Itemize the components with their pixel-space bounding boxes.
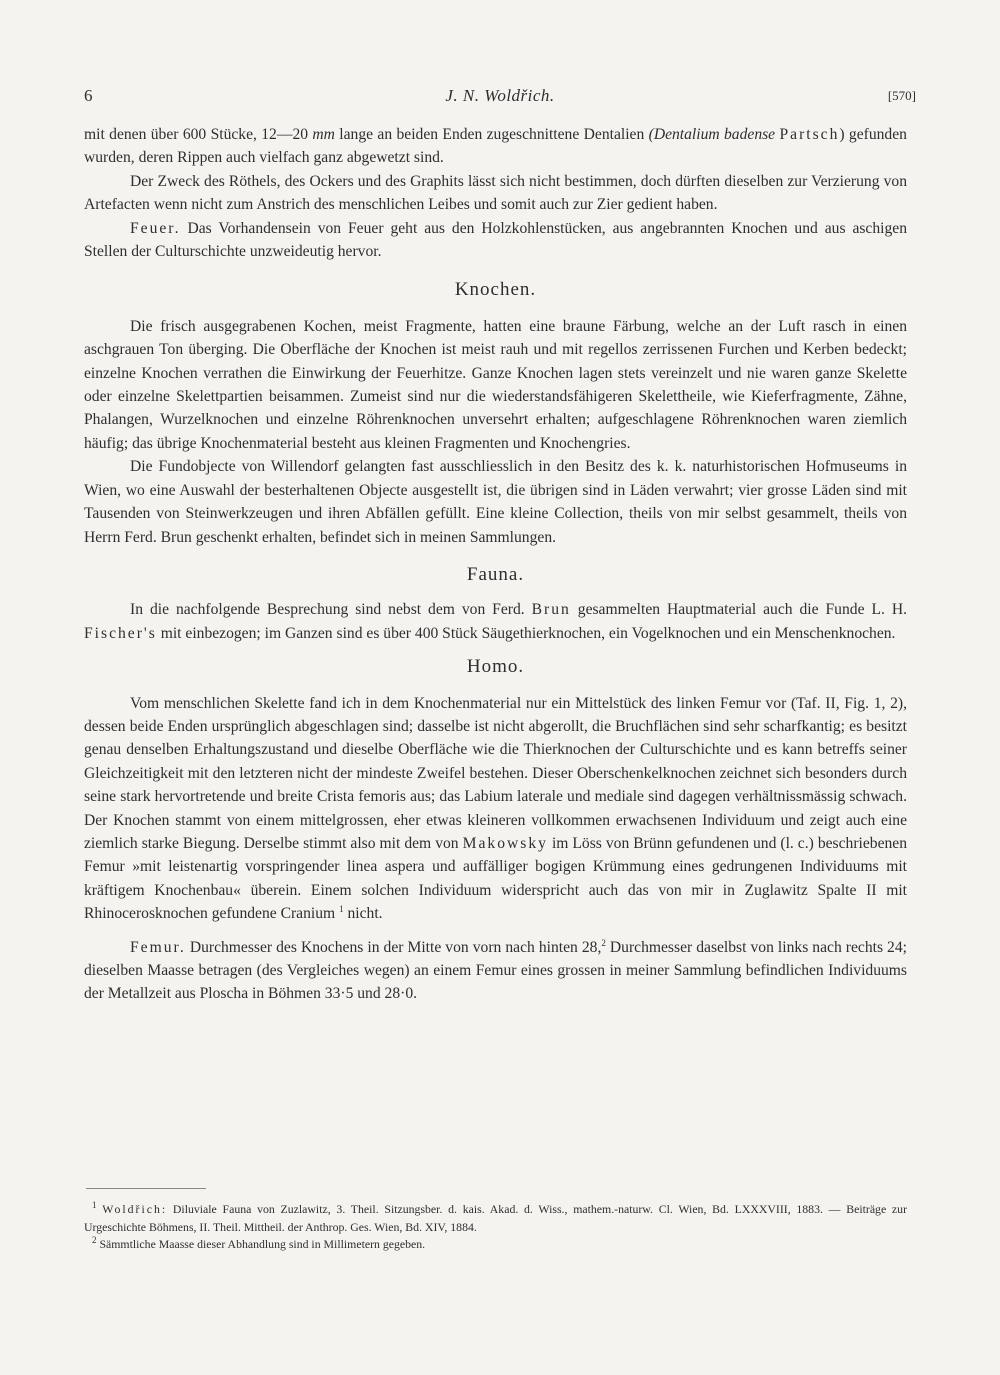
- footnote-mark: 2: [92, 1235, 97, 1246]
- text-run: Durchmesser des Knochens in der Mitte von vorn nach hinten 28,: [189, 938, 602, 956]
- footnotes: [84, 1201, 907, 1254]
- footnote-text: Diluviale Fauna von Zuzlawitz, 3. Theil. Sitzungsber. d. kais. Akad. d. Wiss., mathem.-naturw. Cl. Wien, Bd. LXXXVIII, 1883. — Beiträge zur Urgeschichte Böhmens, II. Theil. Mittheil. der Anthrop. Ges. Wien, Bd. XIV, 1884.: [84, 1202, 907, 1234]
- footnote-2: [84, 1236, 907, 1254]
- text-run: ) gefunden wurden, deren Rippen auch vielfach ganz abgewetzt sind.: [84, 126, 907, 167]
- text-run: In die nachfolgende Besprechung sind nebst dem von Ferd.: [130, 601, 525, 619]
- footnote-1: [84, 1201, 907, 1236]
- page-number: 6: [84, 86, 93, 105]
- running-title: J. N. Woldřich.: [445, 86, 555, 105]
- footnote-mark: 1: [92, 1200, 97, 1211]
- paragraph-fundobjecte: Die Fundobjecte von Willendorf gelangten fast ausschliesslich in den Besitz des k. k. naturhistorischen Hofmuseums in Wien, wo eine Auswahl der besterhaltenen Objecte ausgestellt ist, die übrigen sind in Läden verwahrt; vier grosse Läden sind mit Tausenden von Steinwerkzeugen und ihren Abfällen gefüllt. Eine kleine Collection, theils von mir selbst gesammelt, theils von Herrn Ferd. Brun geschenkt erhalten, befindet sich in meinen Sammlungen.: [84, 458, 907, 546]
- text-run: mit einbezogen; im Ganzen sind es über 400 Stück Säugethierknochen, ein Vogelknochen und ein Menschenknochen.: [160, 624, 896, 642]
- running-header: [84, 86, 916, 108]
- main-text: [84, 123, 907, 1006]
- paragraph-feuer: [84, 217, 907, 264]
- text-run: lange an beiden Enden zugeschnittene Dentalien: [339, 126, 645, 143]
- person-name: Woldřich:: [102, 1202, 168, 1216]
- section-heading-fauna: Fauna.: [466, 563, 525, 585]
- section-heading-knochen: Knochen.: [454, 279, 537, 301]
- unit-mm: mm: [312, 126, 335, 143]
- person-name: Makowsky: [462, 834, 548, 852]
- paragraph-roethel: Der Zweck des Röthels, des Ockers und des Graphits lässt sich nicht bestimmen, doch dürften dieselben zur Verzierung von Artefacten wenn nicht zum Anstrich des menschlichen Leibes und somit auch zur Zier gedient haben.: [84, 172, 907, 214]
- paragraph-dentalien: [84, 123, 907, 170]
- taxon-name: (Dentalium badense: [648, 126, 776, 143]
- text-run: Durchmesser daselbst von links nach rechts 24; dieselben Maasse betragen (des Vergleiches wegen) an einem Femur eines grossen in meiner Sammlung befindlichen Individuums der Metallzeit aus Ploscha in Böhmen 33·5 und 28·0.: [84, 938, 907, 1003]
- author-name: Partsch: [779, 126, 840, 143]
- paragraph-femur: [84, 936, 907, 1006]
- run-in-heading-feuer: Feuer.: [130, 219, 181, 237]
- footnote-divider: [86, 1188, 206, 1189]
- text-run: nicht.: [347, 905, 383, 923]
- page-reference: [570]: [887, 88, 916, 103]
- paragraph-fauna: [84, 598, 907, 645]
- text-run: gesammelten Hauptmaterial auch die Funde L. H.: [577, 601, 907, 619]
- footnote-ref: 1: [339, 904, 344, 914]
- paragraph-knochen: Die frisch ausgegrabenen Kochen, meist Fragmente, hatten eine braune Färbung, welche an der Luft rasch in einen aschgrauen Ton überging. Die Oberfläche der Knochen ist meist rauh und mit regellos zerrissenen Furchen und Kerben bedeckt; einzelne Knochen verrathen die Einwirkung der Feuerhitze. Ganze Knochen lagen stets vereinzelt und nie waren ganze Skelette oder einzelne Skelettpartien beisammen. Zumeist sind nur die wiederstandsfähigeren Skelettheile, wie Kieferfragmente, Zähne, Phalangen, Wurzelknochen und einzelne Röhrenknochen unversehrt erhalten; aufgeschlagene Röhrenknochen waren ziemlich häufig; das übrige Knochenmaterial besteht aus kleinen Fragmenten und Knochengries.: [84, 317, 907, 452]
- person-name: Brun: [531, 601, 571, 619]
- text-run: Vom menschlichen Skelette fand ich in dem Knochenmaterial nur ein Mittelstück des linken Femur vor (Taf. II, Fig. 1, 2), dessen beide Enden ursprünglich abgeschlagen sind; dasselbe ist nicht abgerollt, die Bruchflächen sind sehr scharfkantig; es besitzt genau denselben Erhaltungszustand und dieselbe Oberfläche wie die Thierknochen der Culturschichte und es kann betreffs seiner Gleichzeitigkeit mit den letzteren nicht der mindeste Zweifel bestehen. Dieser Oberschenkelknochen zeichnet sich besonders durch seine stark hervortretende und breite Crista femoris aus; das Labium laterale und mediale sind dagegen verhältnissmässig schwach. Der Knochen stammt von einem mittelgrossen, eher etwas kleineren vollkommen erwachsenen Individuum und zeigt auch eine ziemlich starke Biegung. Derselbe stimmt also mit dem von: [84, 694, 907, 852]
- text-run: Das Vorhandensein von Feuer geht aus den Holzkohlenstücken, aus angebrannten Knochen und aus aschigen Stellen der Culturschichte unzweideutig hervor.: [84, 219, 908, 261]
- paragraph-homo: [84, 692, 907, 926]
- text-run: mit denen über 600 Stücke, 12—20: [84, 126, 309, 143]
- text-run: im Löss von Brünn gefundenen und (l. c.) beschriebenen Femur »mit leistenartig vorspringender linea aspera und auffälliger bogigen Krümmung eines gedrungenen Individuums mit kräftigem Knochenbau« überein. Einem solchen Individuum widerspricht auch das von mir in Zuglawitz Spalte II mit Rhinocerosknochen gefundene Cranium: [84, 834, 908, 923]
- section-heading-homo: Homo.: [466, 656, 525, 678]
- footnote-ref: 2: [601, 937, 606, 948]
- person-name: Fischer's: [84, 624, 157, 642]
- footnote-text: Sämmtliche Maasse dieser Abhandlung sind in Millimetern gegeben.: [99, 1237, 426, 1251]
- run-in-heading-femur: Femur.: [130, 938, 186, 956]
